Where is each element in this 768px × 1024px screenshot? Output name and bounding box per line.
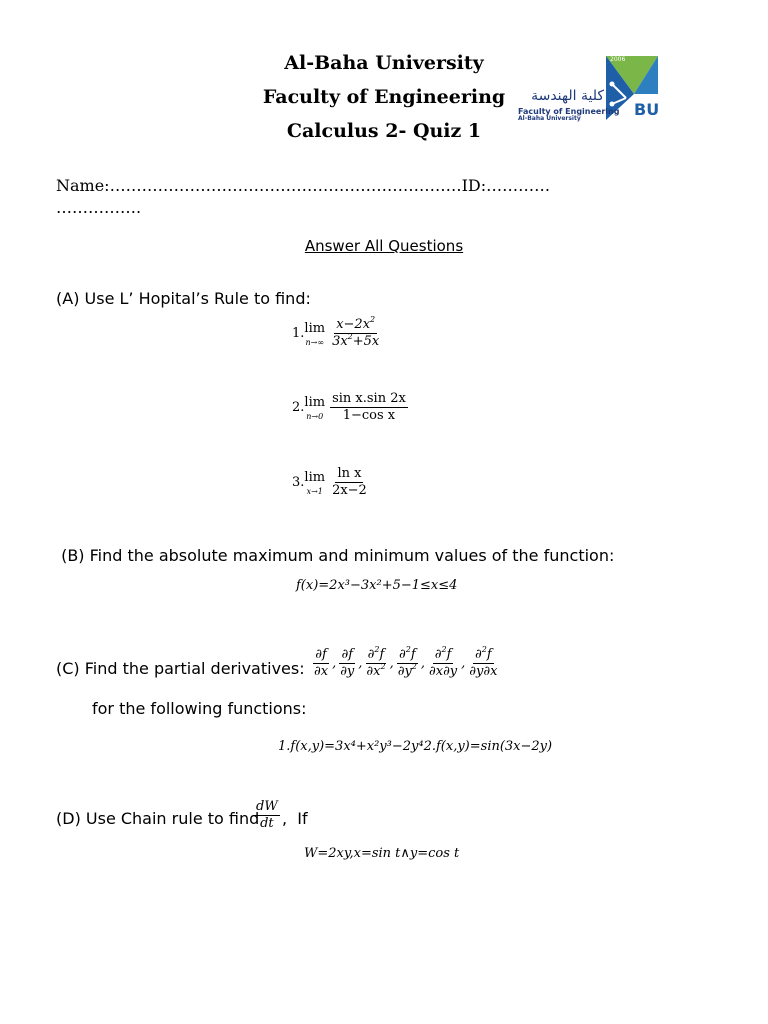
- limit-operator: lim x→1: [304, 469, 326, 496]
- limit-problem-2: [292, 392, 410, 424]
- section-c-prompt: (C) Find the partial derivatives:: [56, 659, 305, 678]
- limit-problem-1: [292, 315, 383, 350]
- section-b-prompt: (B) Find the absolute maximum and minimum values of the function:: [56, 546, 615, 565]
- section-c-subprompt: for the following functions:: [92, 699, 307, 718]
- problem-index: 2.: [292, 400, 305, 416]
- logo-arabic-text: كلية الهندسة: [531, 88, 604, 104]
- university-title: Al-Baha University: [284, 52, 484, 74]
- name-id-continuation: …………….: [56, 198, 142, 217]
- section-b-function: f(x)=2x³−3x²+5−1≤x≤4: [296, 578, 458, 593]
- limit-operator: lim n→∞: [304, 320, 326, 347]
- logo-badge: BU: [634, 100, 660, 119]
- section-d-prompt: (D) Use Chain rule to find: [56, 809, 260, 828]
- instructions-heading: Answer All Questions: [304, 237, 464, 255]
- logo-year: 2006: [610, 56, 626, 63]
- logo-english-university: Al-Baha University: [518, 115, 581, 122]
- name-id-line: Name:…………………………………………………………ID:…………: [56, 176, 551, 195]
- section-a-prompt: (A) Use L’ Hopital’s Rule to find:: [56, 289, 311, 308]
- problem-index: 1.: [292, 326, 305, 342]
- limit-operator: lim n→0: [304, 394, 326, 421]
- partial-derivatives-list: $\frac{\partial f}{\partial x}$ , $\frac{\partial f}{\partial y}$ , $\frac{\partial^2f}{\partial x^2}$ , $\frac{\partial^2f}{\partial y^2}$ , $\frac{\partial^2f}{\partial x\partial y}$ , $\frac{\partial^2f}{\partial y\partial x}$: [314, 645, 498, 680]
- problem-index: 3.: [292, 475, 305, 491]
- logo-english-faculty: Faculty of Engineering: [518, 107, 620, 116]
- faculty-title: Faculty of Engineering: [262, 86, 506, 108]
- limit-problem-3: [292, 467, 371, 499]
- quiz-title: Calculus 2- Quiz 1: [286, 120, 482, 142]
- chain-rule-fraction: $\frac{dW}{dt}$: [256, 799, 278, 832]
- limit-fraction: $\frac{\text{sin x.sin 2x}}{\text{1−cos x}}$: [332, 391, 406, 424]
- section-d-if: , If: [282, 809, 308, 828]
- section-d-equation: W=2xy,x=sin t∧y=cos t: [304, 846, 460, 861]
- limit-fraction: $\frac{\text{ln x}}{2x-2}$: [332, 466, 367, 499]
- limit-fraction: $\frac{x-2x^2}{3x^2+5x}$: [332, 315, 380, 350]
- section-c-functions: 1.f(x,y)=3x⁴+x²y³−2y⁴2.f(x,y)=sin(3x−2y): [278, 739, 553, 754]
- faculty-logo: [514, 54, 660, 122]
